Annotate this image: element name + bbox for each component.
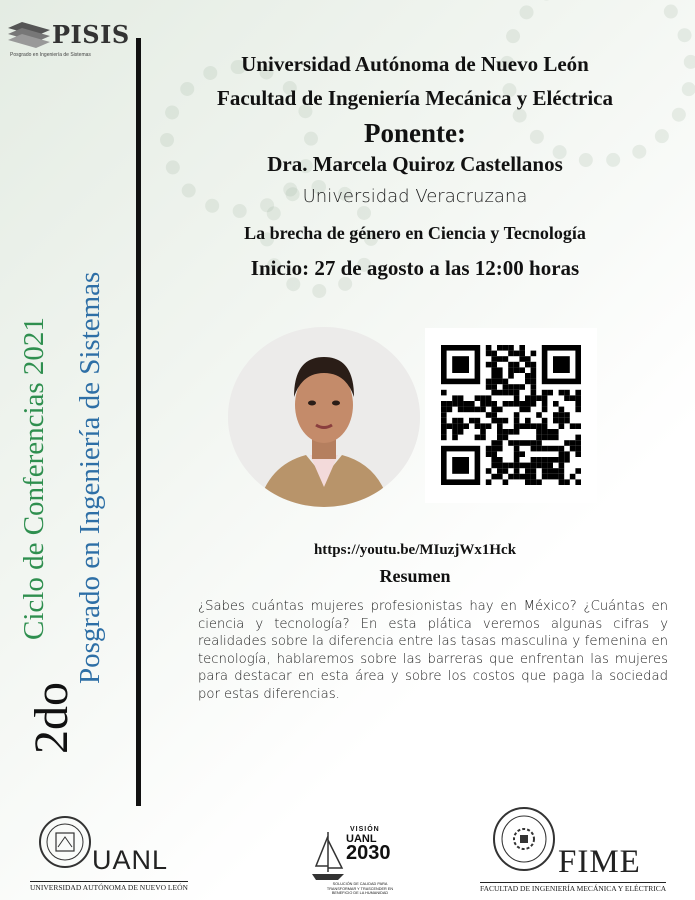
uanl-subtitle: UNIVERSIDAD AUTÓNOMA DE NUEVO LEÓN	[30, 883, 188, 892]
side-program-title: Posgrado en Ingeniería de Sistemas	[74, 271, 106, 684]
uanl-name: UANL	[92, 845, 169, 875]
vertical-divider	[136, 38, 141, 806]
qr-code-icon	[425, 328, 597, 503]
speaker-portrait-icon	[228, 327, 420, 507]
university-name: Universidad Autónoma de Nuevo León	[241, 52, 589, 76]
pisis-logo-text: PISIS	[52, 20, 130, 49]
fime-logo	[480, 806, 680, 898]
talk-title: La brecha de género en Ciencia y Tecnología	[244, 223, 586, 243]
abstract-text: ¿Sabes cuántas mujeres profesionistas hay en México? ¿Cuántas en ciencia y tecnología? En esta plática veremos algunas cifras y realidades sobre la diferencia entre las tasas masculina y femenina en tecnología, hablaremos sobre las barreras que enfrentan las mujeres para destacar en esta área y sobre los costos que paga la sociedad por estas diferencias.	[198, 599, 668, 702]
speaker-photo	[228, 327, 420, 507]
fime-name: FIME	[558, 844, 641, 880]
speaker-name: Dra. Marcela Quiroz Castellanos	[267, 152, 563, 176]
fime-seal-icon	[492, 806, 556, 872]
uanl-seal-icon	[38, 815, 92, 869]
vision-uanl: UANL	[346, 833, 377, 845]
speaker-institution: Universidad Veracruzana	[302, 186, 528, 207]
fime-subtitle: FACULTAD DE INGENIERÍA MECÁNICA Y ELÉCTRICA	[480, 884, 667, 893]
pisis-logo-subtitle: Posgrado en Ingeniería de Sistemas	[10, 52, 91, 58]
vision-word: VISIÓN	[350, 826, 380, 833]
side-ordinal: 2do	[25, 682, 78, 754]
qr-code[interactable]	[425, 328, 597, 503]
resumen-title: Resumen	[379, 566, 451, 586]
vision-2030-logo	[308, 826, 396, 896]
faculty-name: Facultad de Ingeniería Mecánica y Eléctrica	[217, 86, 613, 110]
ponente-label: Ponente:	[364, 118, 466, 148]
vision-ship-icon	[308, 826, 348, 882]
uanl-logo	[30, 815, 190, 893]
video-link[interactable]: https://youtu.be/MIuzjWx1Hck	[313, 542, 517, 558]
pisis-mark-icon	[8, 22, 50, 48]
start-time: Inicio: 27 de agosto a las 12:00 horas	[250, 256, 580, 280]
vision-subtitle: SOLUCIÓN DE CALIDAD PARA TRANSFORMAR Y TRASCENDER EN BENEFICIO DE LA HUMANIDAD	[326, 882, 394, 895]
vision-year: 2030	[346, 842, 391, 864]
pisis-logo	[8, 20, 130, 58]
side-cycle-title: Ciclo de Conferencias 2021	[18, 317, 50, 640]
